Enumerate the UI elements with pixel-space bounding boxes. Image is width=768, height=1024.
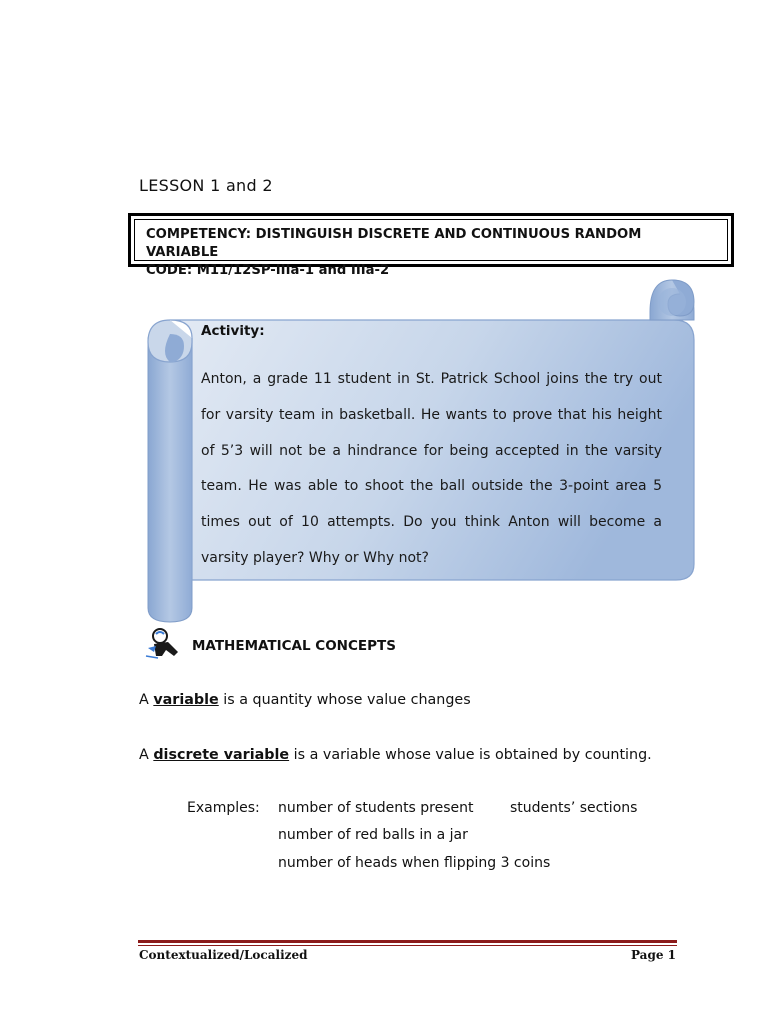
discrete-variable-term: discrete variable xyxy=(153,747,290,763)
thinking-person-icon xyxy=(144,626,184,662)
activity-heading: Activity: xyxy=(201,323,265,339)
competency-inner xyxy=(134,219,728,278)
example-item: number of heads when flipping 3 coins xyxy=(278,855,551,871)
examples-label: Examples: xyxy=(187,800,260,816)
page-number: Page 1 xyxy=(630,948,676,962)
discrete-definition xyxy=(139,747,652,763)
competency-box xyxy=(128,213,734,278)
variable-term: variable xyxy=(153,692,219,708)
concepts-heading: MATHEMATICAL CONCEPTS xyxy=(192,638,396,654)
footer-rule xyxy=(138,940,677,946)
variable-definition xyxy=(139,692,471,708)
article: A xyxy=(139,747,154,763)
footer-label: Contextualized/Localized xyxy=(139,948,308,962)
activity-text: Anton, a grade 11 student in St. Patrick School joins the try out for varsity team in basketball. He wants to prove that his height of 5’3 will not be a hindrance for being accepted in the varsity team. He was able to shoot the ball outside the 3-point area 5 times out of 10 attempts. Do you think Anton will become a varsity player? Why or Why not? xyxy=(201,371,662,566)
definition-text: is a quantity whose value changes xyxy=(218,692,471,708)
code-line: CODE: M11/12SP-IIIa-1 and IIIa-2 xyxy=(146,263,390,278)
competency-line: COMPETENCY: DISTINGUISH DISCRETE AND CONTINUOUS RANDOM VARIABLE xyxy=(146,227,642,260)
example-item: students’ sections xyxy=(510,800,638,816)
example-item: number of red balls in a jar xyxy=(278,827,468,843)
definition-text: is a variable whose value is obtained by counting. xyxy=(289,747,652,763)
article: A xyxy=(139,692,154,708)
example-item: number of students present xyxy=(278,800,474,816)
lesson-title: LESSON 1 and 2 xyxy=(139,176,273,195)
